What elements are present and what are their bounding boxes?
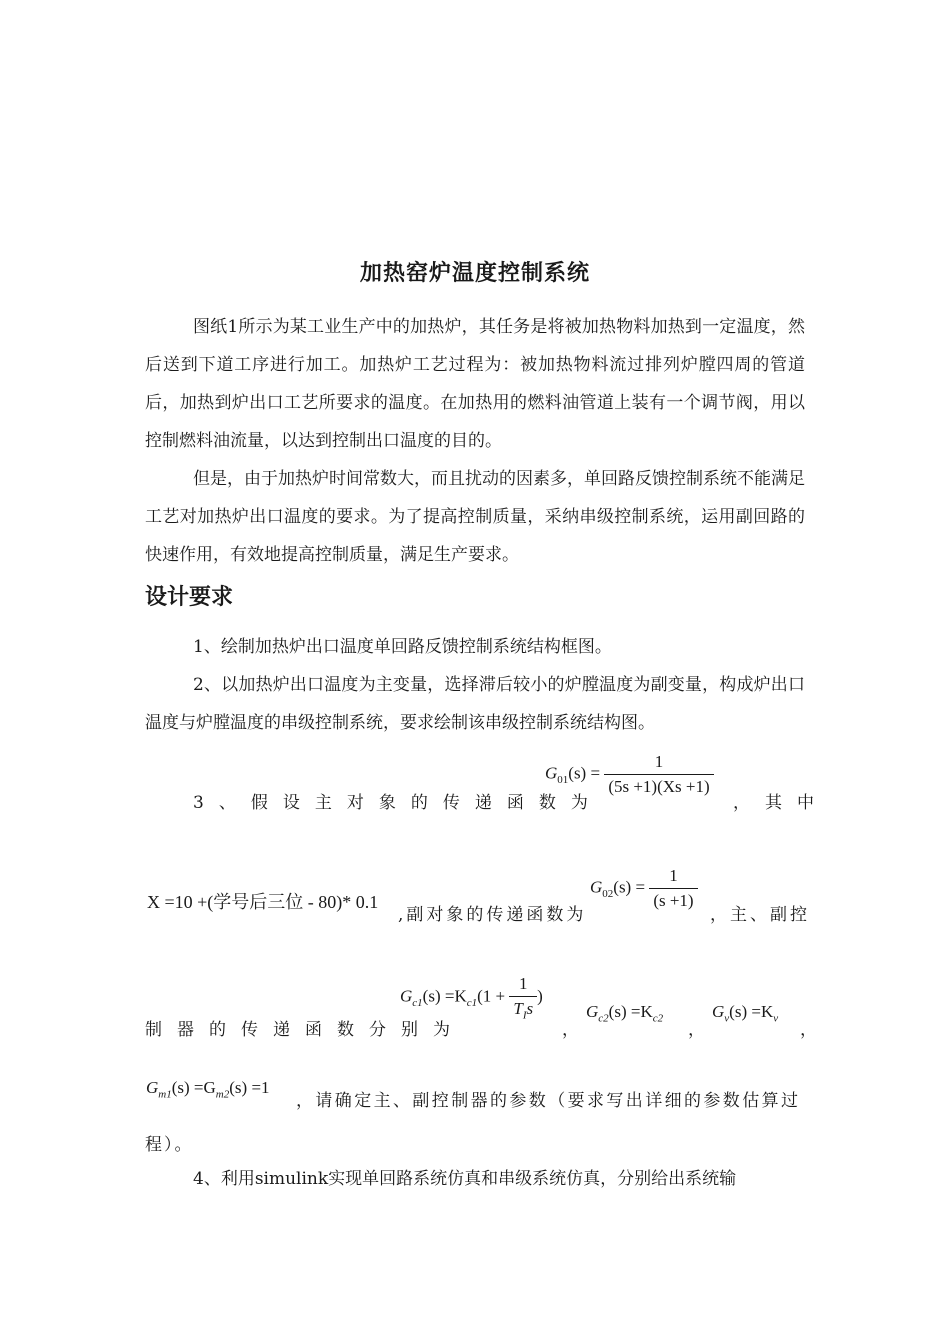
equation-x: X =10 +(学号后三位 - 80)* 0.1 (147, 892, 379, 912)
separator-3: ， (800, 1020, 817, 1040)
equation-gc2: $G_{c2}(s) =K_{c2}$ (586, 1002, 664, 1025)
line-gm-tail: ，请确定主、副控制器的参数（要求写出详细的参数估算过 (296, 1091, 801, 1111)
requirement-1: 1、绘制加热炉出口温度单回路反馈控制系统结构框图。 (193, 637, 612, 657)
requirement-3-lead: 3、假设主对象的传递函数为 (193, 793, 603, 813)
separator-1: ， (562, 1020, 579, 1040)
separator-2: ， (688, 1020, 705, 1040)
section-heading: 设计要求 (145, 584, 234, 610)
equation-gc1: $G_{c1}(s) =K_{c1}(1$ + $\frac{1}{T_Is}$ ) (400, 974, 543, 1022)
equation-g01: $G_{01}(s)$ = $\frac{1}{(5s +1)(Xs +1)}$ (545, 752, 714, 797)
line-controllers-lead: 制器的传递函数分别为 (145, 1020, 465, 1040)
equation-g02: $G_{02}(s)$ = $\frac{1}{(s +1)}$ (590, 866, 698, 911)
requirement-3-tail: ，其中 (733, 793, 829, 813)
intro-paragraph-2: 但是，由于加热炉时间常数大，而且扰动的因素多，单回路反馈控制系统不能满足工艺对加热炉出口温度的要求。为了提高控制质量，采纳串级控制系统，运用副回路的快速作用，有效地提高控制质量，满足生产要求。 (145, 469, 805, 565)
line-x-mid: ,副对象的传递函数为 (398, 905, 587, 925)
gc1-fraction: $\frac{1}{T_Is}$ (509, 974, 537, 1021)
requirement-2: 2、以加热炉出口温度为主变量，选择滞后较小的炉膛温度为副变量，构成炉出口温度与炉膛温度的串级控制系统，要求绘制该串级控制系统结构图。 (145, 675, 805, 733)
g02-fraction: $\frac{1}{(s +1)}$ (649, 866, 697, 911)
requirement-4: 4、利用simulink实现单回路系统仿真和串级系统仿真，分别给出系统输 (193, 1169, 737, 1189)
page-title: 加热窑炉温度控制系统 (359, 260, 590, 286)
g01-fraction: $\frac{1}{(5s +1)(Xs +1)}$ (604, 752, 713, 797)
equation-gv: $G_v(s) =K_v$ (712, 1002, 779, 1025)
line-process: 程）。 (145, 1135, 194, 1155)
intro-paragraph-1: 图纸1所示为某工业生产中的加热炉，其任务是将被加热物料加热到一定温度，然后送到下道工序进行加工。加热炉工艺过程为：被加热物料流过排列炉膛四周的管道后，加热到炉出口工艺所要求的温度。在加热用的燃料油管道上装有一个调节阀，用以控制燃料油流量，以达到控制出口温度的目的。 (145, 317, 805, 451)
line-x-tail: ，主、副控 (710, 905, 810, 925)
equation-gm: $G_{m1}(s) =G_{m2}(s) =1$ (146, 1078, 270, 1101)
